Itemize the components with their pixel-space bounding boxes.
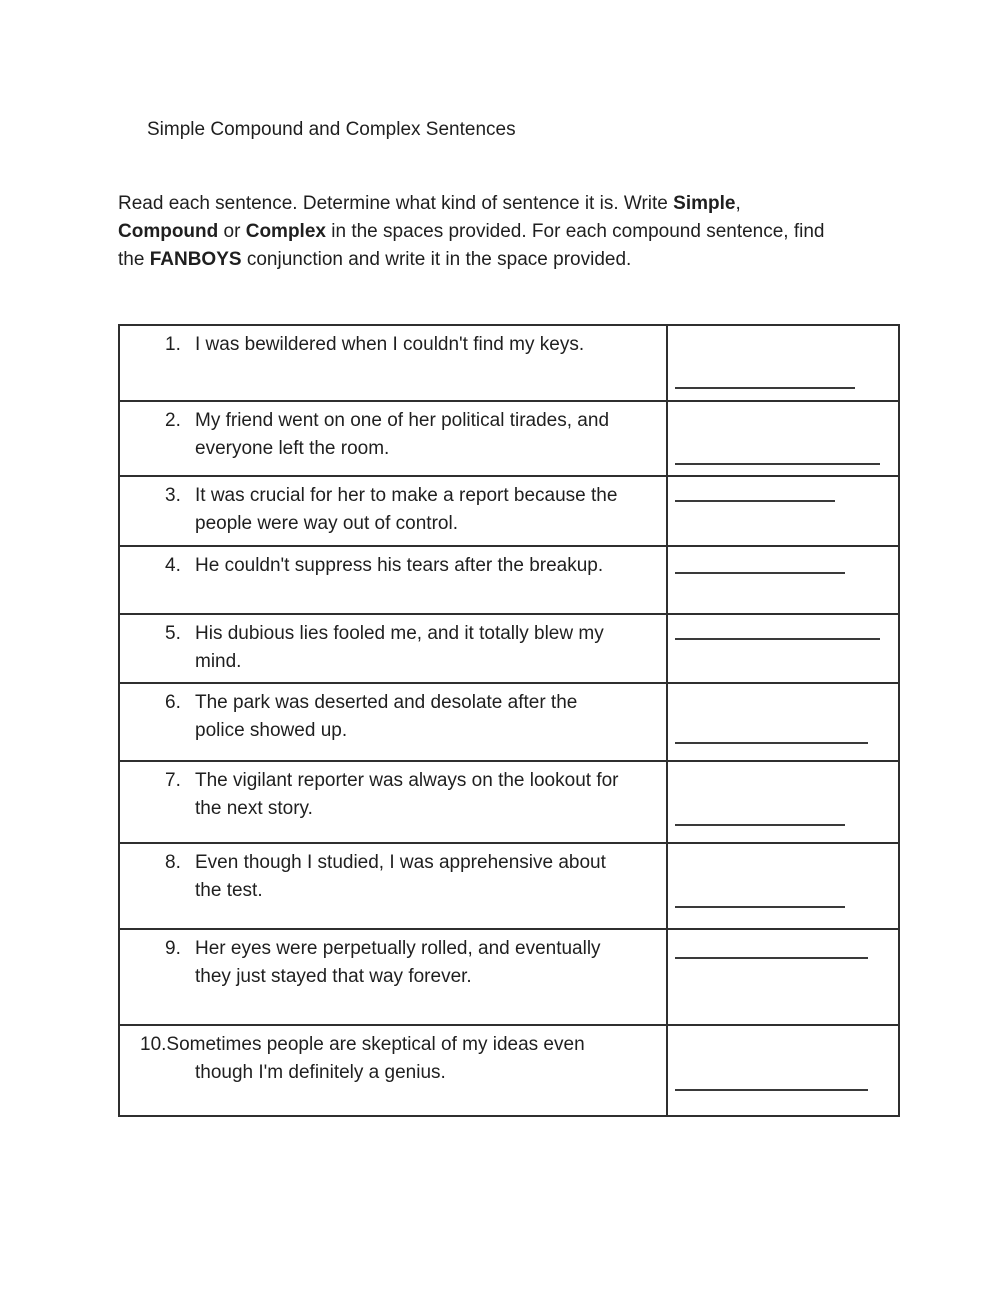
answer-cell	[668, 402, 898, 475]
sentence-table	[118, 324, 900, 1117]
answer-blank-line[interactable]	[675, 906, 845, 908]
answer-cell	[668, 547, 898, 613]
sentence-cell	[120, 402, 668, 475]
answer-cell	[668, 684, 898, 760]
instructions-bold-text: FANBOYS	[149, 249, 242, 270]
sentence-cell	[120, 547, 668, 613]
answer-cell	[668, 844, 898, 928]
instructions-text: ,	[735, 193, 741, 214]
row-number: 8.	[165, 852, 181, 873]
table-row	[120, 684, 898, 762]
instructions-line	[118, 190, 825, 218]
row-number: 7.	[165, 770, 181, 791]
answer-cell	[668, 1026, 898, 1115]
sentence-cell	[120, 1026, 668, 1115]
instructions-text: or	[218, 221, 246, 242]
row-number: 4.	[165, 555, 181, 576]
sentence-cell	[120, 844, 668, 928]
row-number: 3.	[165, 485, 181, 506]
worksheet-title: Simple Compound and Complex Sentences	[147, 119, 516, 140]
answer-cell	[668, 615, 898, 682]
sentence-line: 2. My friend went on one of her political tirades, and	[165, 407, 658, 435]
sentence-line: everyone left the room.	[195, 438, 390, 459]
answer-blank-line[interactable]	[675, 824, 845, 826]
instructions-text: in the spaces provided. For each compound sentence, find	[325, 221, 825, 242]
instructions-bold-text: Compound	[118, 221, 219, 242]
instructions-text: Read each sentence. Determine what kind of sentence it is. Write	[118, 193, 674, 214]
answer-blank-line[interactable]	[675, 638, 880, 640]
instructions-text: conjunction and write it in the space provided.	[241, 249, 632, 270]
sentence-line: mind.	[195, 651, 242, 672]
answer-blank-line[interactable]	[675, 500, 835, 502]
sentence-cell	[120, 477, 668, 545]
answer-blank-line[interactable]	[675, 463, 880, 465]
answer-blank-line[interactable]	[675, 572, 845, 574]
sentence-line: 10.Sometimes people are skeptical of my ideas even	[140, 1031, 658, 1059]
table-row	[120, 762, 898, 844]
sentence-line: 4. He couldn't suppress his tears after the breakup.	[165, 552, 658, 580]
sentence-line: the next story.	[195, 798, 313, 819]
table-row	[120, 1026, 898, 1115]
row-number: 5.	[165, 623, 181, 644]
row-number: 1.	[165, 334, 181, 355]
answer-blank-line[interactable]	[675, 957, 868, 959]
table-row	[120, 547, 898, 615]
sentence-line: 5. His dubious lies fooled me, and it totally blew my	[165, 620, 658, 648]
sentence-line: 1. I was bewildered when I couldn't find my keys.	[165, 331, 658, 359]
sentence-line: they just stayed that way forever.	[195, 966, 472, 987]
sentence-cell	[120, 684, 668, 760]
sentence-line: 8. Even though I studied, I was apprehensive about	[165, 849, 658, 877]
row-number: 6.	[165, 692, 181, 713]
sentence-line: 7. The vigilant reporter was always on the lookout for	[165, 767, 658, 795]
row-number: 10.	[140, 1034, 167, 1055]
row-number: 9.	[165, 938, 181, 959]
answer-cell	[668, 930, 898, 1024]
sentence-line: the test.	[195, 880, 263, 901]
sentence-cell	[120, 615, 668, 682]
instructions-line	[118, 246, 825, 274]
table-row	[120, 477, 898, 547]
answer-cell	[668, 477, 898, 545]
table-row	[120, 402, 898, 477]
answer-blank-line[interactable]	[675, 742, 868, 744]
sentence-cell	[120, 326, 668, 400]
sentence-line: police showed up.	[195, 720, 348, 741]
answer-cell	[668, 762, 898, 842]
sentence-line: though I'm definitely a genius.	[195, 1062, 446, 1083]
answer-blank-line[interactable]	[675, 387, 855, 389]
sentence-line: 9. Her eyes were perpetually rolled, and eventually	[165, 935, 658, 963]
row-number: 2.	[165, 410, 181, 431]
instructions-text: the	[118, 249, 150, 270]
sentence-cell	[120, 930, 668, 1024]
sentence-line: people were way out of control.	[195, 513, 458, 534]
instructions-bold-text: Complex	[245, 221, 326, 242]
answer-blank-line[interactable]	[675, 1089, 868, 1091]
instructions-bold-text: Simple	[673, 193, 736, 214]
table-row	[120, 326, 898, 402]
table-row	[120, 615, 898, 684]
instructions-paragraph	[118, 190, 825, 274]
table-row	[120, 844, 898, 930]
sentence-line: 6. The park was deserted and desolate after the	[165, 689, 658, 717]
answer-cell	[668, 326, 898, 400]
instructions-line	[118, 218, 825, 246]
sentence-line: 3. It was crucial for her to make a report because the	[165, 482, 658, 510]
sentence-cell	[120, 762, 668, 842]
table-row	[120, 930, 898, 1026]
